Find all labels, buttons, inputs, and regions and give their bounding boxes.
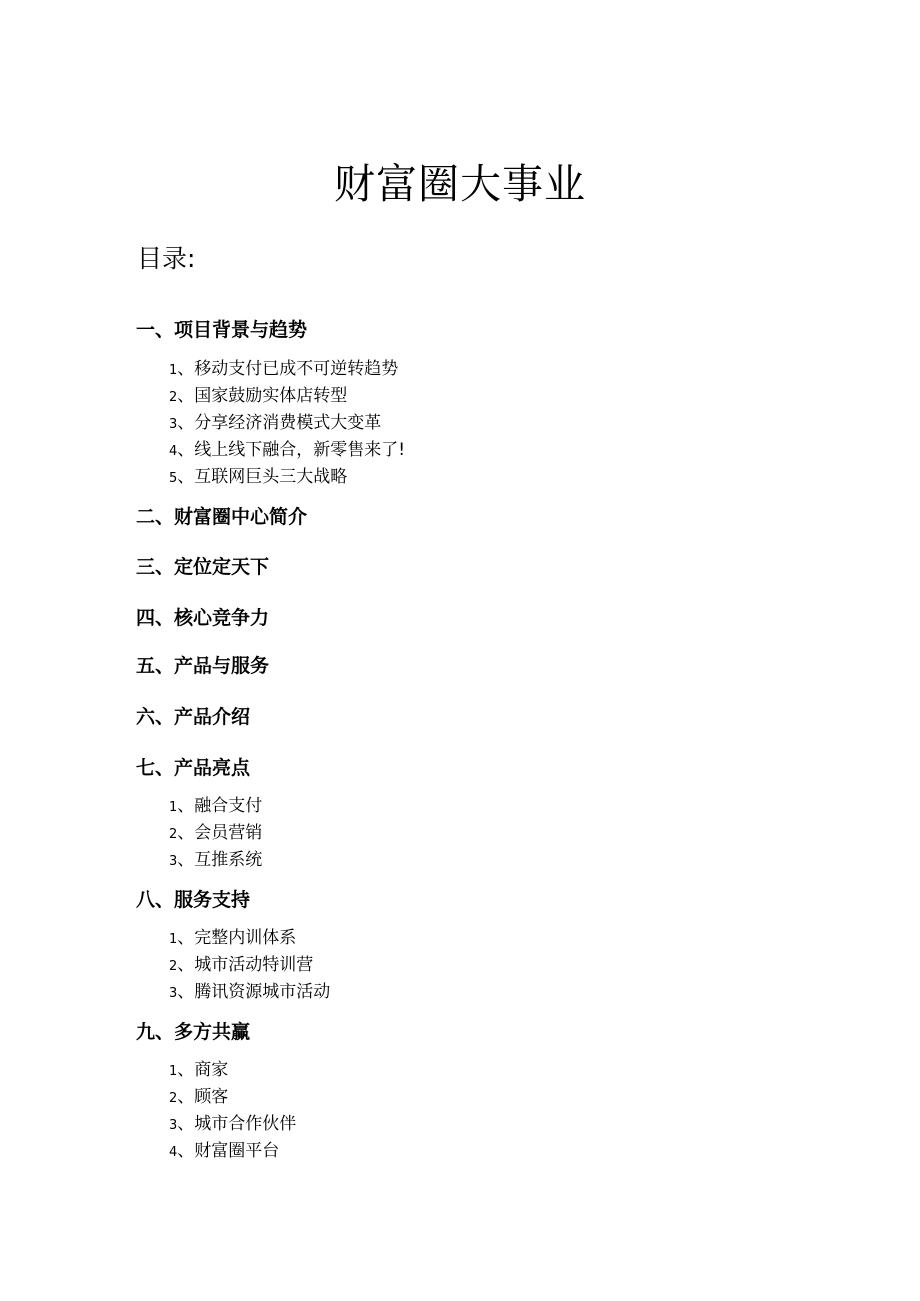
toc-item: [169, 1085, 228, 1111]
toc-item-text: 、互推系统: [177, 850, 263, 870]
toc-item-number: 3: [169, 1118, 178, 1133]
toc-item: [169, 1058, 228, 1084]
toc-item-number: 3: [169, 417, 178, 432]
toc-item-text: 、互联网巨头三大战略: [177, 467, 348, 487]
document-title: 财富圈大事业: [334, 160, 586, 208]
toc-section-heading: 八、服务支持: [136, 889, 251, 911]
toc-section-heading: 七、产品亮点: [136, 757, 251, 779]
toc-item-text: 、线上线下融合，新零售来了!: [177, 440, 406, 460]
toc-item: [169, 357, 398, 383]
toc-label: 目录:: [137, 244, 196, 273]
toc-item: [169, 953, 313, 979]
toc-item-number: 3: [169, 854, 178, 869]
toc-item-number: 2: [169, 1091, 178, 1106]
toc-item: [169, 438, 405, 464]
toc-item-number: 2: [169, 959, 178, 974]
toc-section-heading: 九、多方共赢: [136, 1021, 251, 1043]
toc-item-text: 、分享经济消费模式大变革: [177, 413, 382, 433]
toc-item-number: 1: [169, 1064, 178, 1079]
toc-item-text: 、会员营销: [177, 823, 263, 843]
toc-item: [169, 1139, 279, 1165]
toc-item-number: 4: [169, 444, 178, 459]
toc-item: [169, 794, 262, 820]
toc-item: [169, 926, 296, 952]
toc-item-text: 、城市活动特训营: [177, 955, 314, 975]
toc-item-number: 4: [169, 1145, 178, 1160]
toc-section-heading: 三、定位定天下: [136, 556, 270, 578]
toc-item-text: 、商家: [177, 1060, 229, 1080]
toc-item-number: 1: [169, 800, 178, 815]
toc-item-text: 、财富圈平台: [177, 1141, 280, 1161]
toc-item-text: 、完整内训体系: [177, 928, 297, 948]
toc-item-text: 、国家鼓励实体店转型: [177, 386, 348, 406]
toc-item: [169, 980, 330, 1006]
toc-item-number: 1: [169, 363, 178, 378]
toc-item: [169, 411, 381, 437]
toc-section-heading: 二、财富圈中心简介: [136, 506, 308, 528]
toc-item: [169, 1112, 296, 1138]
toc-item-number: 1: [169, 932, 178, 947]
toc-item: [169, 384, 347, 410]
toc-item-text: 、顾客: [177, 1087, 229, 1107]
toc-item-number: 5: [169, 471, 178, 486]
toc-section-heading: 一、项目背景与趋势: [136, 319, 308, 341]
toc-item-text: 、移动支付已成不可逆转趋势: [177, 359, 399, 379]
toc-section-heading: 五、产品与服务: [136, 655, 270, 677]
toc-item: [169, 848, 262, 874]
toc-item-text: 、腾讯资源城市活动: [177, 982, 331, 1002]
toc-item-number: 3: [169, 986, 178, 1001]
toc-item-number: 2: [169, 827, 178, 842]
toc-section-heading: 六、产品介绍: [136, 706, 251, 728]
toc-item: [169, 821, 262, 847]
toc-item: [169, 465, 347, 491]
toc-item-number: 2: [169, 390, 178, 405]
toc-section-heading: 四、核心竞争力: [136, 607, 270, 629]
toc-item-text: 、融合支付: [177, 796, 263, 816]
toc-item-text: 、城市合作伙伴: [177, 1114, 297, 1134]
